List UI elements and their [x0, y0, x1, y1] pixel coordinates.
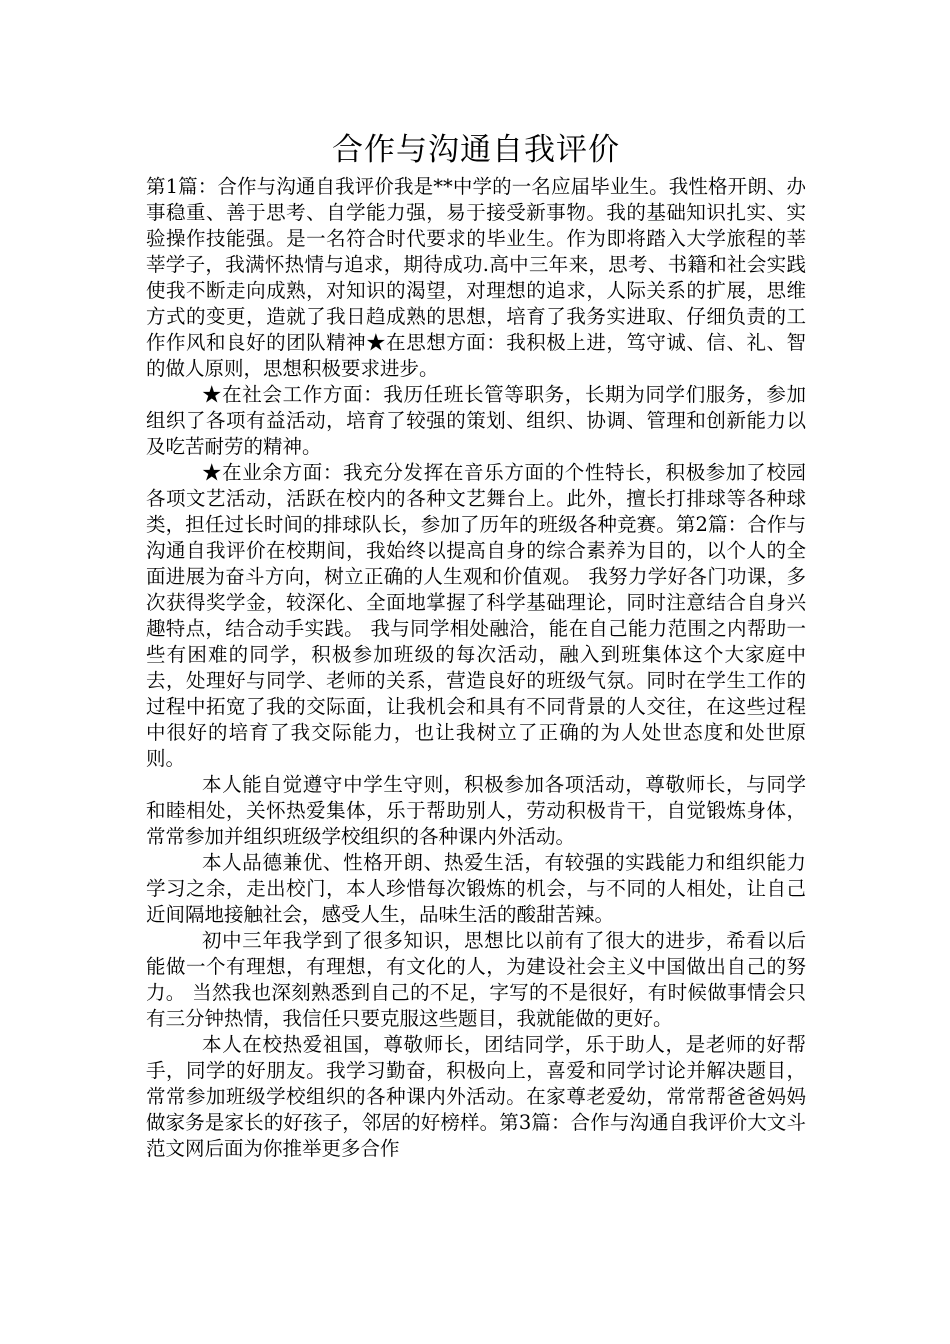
document-body [146, 174, 806, 1162]
paragraph-7: 本人在校热爱祖国，尊敬师长，团结同学，乐于助人，是老师的好帮手，同学的好朋友。我学习勤奋，积极向上，喜爱和同学讨论并解决题目，常常参加班级学校组织的各种课内外活动。在家尊老爱幼，常常帮爸爸妈妈做家务是家长的好孩子，邻居的好榜样。第3篇：合作与沟通自我评价大文斗范文网后面为你推举更多合作 [146, 1033, 806, 1160]
paragraph-5: 本人品德兼优、性格开朗、热爱生活，有较强的实践能力和组织能力学习之余，走出校门，本人珍惜每次锻炼的机会，与不同的人相处，让自己近间隔地接触社会，感受人生，品味生活的酸甜苦辣。 [146, 851, 806, 926]
paragraph-1: 第1篇：合作与沟通自我评价我是**中学的一名应届毕业生。我性格开朗、办事稳重、善于思考、自学能力强，易于接受新事物。我的基础知识扎实、实验操作技能强。是一名符合时代要求的毕业生。作为即将踏入大学旅程的莘莘学子，我满怀热情与追求，期待成功.高中三年来，思考、书籍和社会实践使我不断走向成熟，对知识的渴望，对理想的追求，人际关系的扩展，思维方式的变更，造就了我日趋成熟的思想，培育了我务实进取、仔细负责的工作作风和良好的团队精神★在思想方面：我积极上进，笃守诚、信、礼、智的做人原则，思想积极要求进步。 [146, 175, 806, 380]
paragraph-2: ★在社会工作方面：我历任班长管等职务，长期为同学们服务，参加组织了各项有益活动，培育了较强的策划、组织、协调、管理和创新能力以及吃苦耐劳的精神。 [146, 383, 806, 458]
document-page [146, 128, 806, 1162]
paragraph-4: 本人能自觉遵守中学生守则，积极参加各项活动，尊敬师长，与同学和睦相处，关怀热爱集体，乐于帮助别人，劳动积极肯干，自觉锻炼身体，常常参加并组织班级学校组织的各种课内外活动。 [146, 773, 806, 848]
paragraph-6: 初中三年我学到了很多知识，思想比以前有了很大的进步，希看以后能做一个有理想，有理想，有文化的人，为建设社会主义中国做出自己的努力。 当然我也深刻熟悉到自己的不足，字写的不是很好，有时候做事情会只有三分钟热情，我信任只要克服这些题目，我就能做的更好。 [146, 929, 806, 1030]
paragraph-3: ★在业余方面：我充分发挥在音乐方面的个性特长，积极参加了校园各项文艺活动，活跃在校内的各种文艺舞台上。此外，擅长打排球等各种球类，担任过长时间的排球队长，参加了历年的班级各种竞赛。第2篇：合作与沟通自我评价在校期间，我始终以提高自身的综合素养为目的，以个人的全面进展为奋斗方向，树立正确的人生观和价值观。 我努力学好各门功课，多次获得奖学金，较深化、全面地掌握了科学基础理论，同时注意结合自身兴趣特点，结合动手实践。 我与同学相处融洽，能在自己能力范围之内帮助一些有困难的同学，积极参加班级的每次活动，融入到班集体这个大家庭中去，处理好与同学、老师的关系，营造良好的班级气氛。同时在学生工作的过程中拓宽了我的交际面，让我机会和具有不同背景的人交往，在这些过程中很好的培育了我交际能力，也让我树立了正确的为人处世态度和处世原则。 [146, 461, 806, 770]
document-title: 合作与沟通自我评价 [332, 132, 620, 168]
